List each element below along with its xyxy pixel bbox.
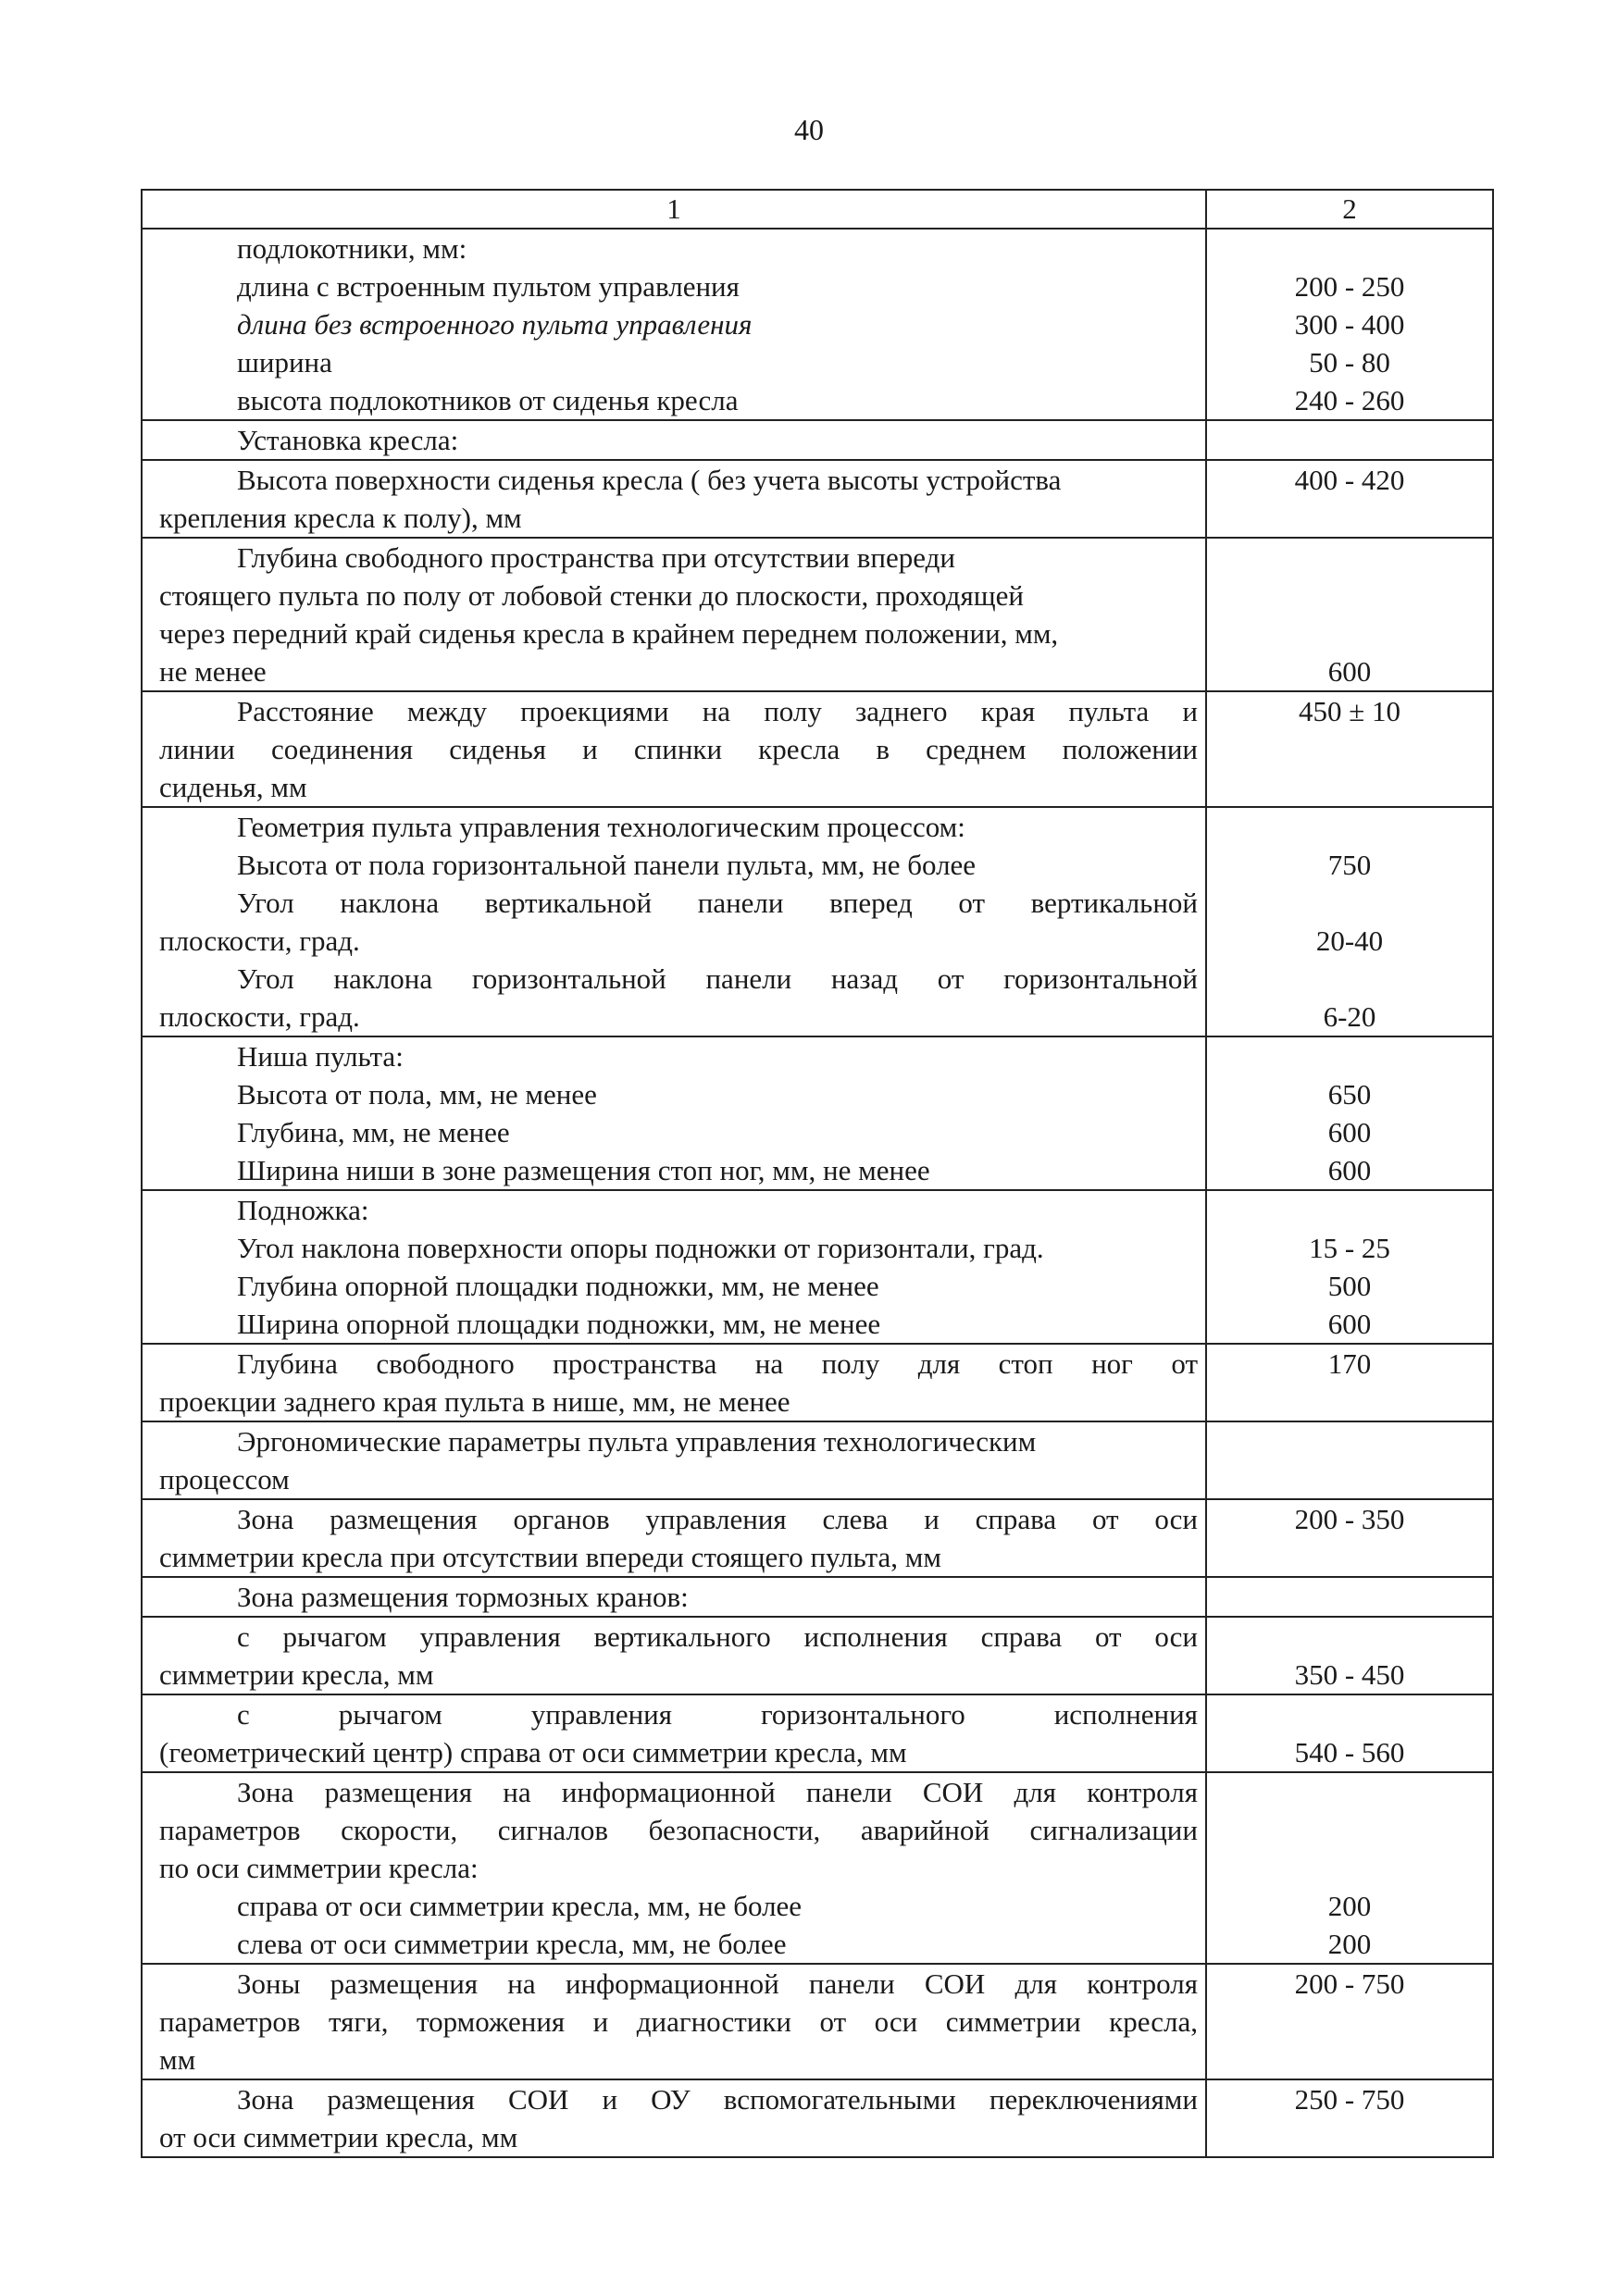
cell-line: плоскости, град.: [159, 925, 360, 957]
cell-line: слева от оси симметрии кресла, мм, не более: [237, 1928, 787, 1960]
cell-line: длина с встроенным пультом управления: [237, 270, 740, 303]
cell-value: 600: [1327, 655, 1372, 688]
table-row: [142, 2079, 1493, 2157]
value-cell: [1206, 1190, 1493, 1344]
parameter-cell: [142, 1964, 1206, 2079]
cell-line: сиденья, мм: [159, 771, 307, 803]
cell-value: [1207, 1037, 1492, 1075]
cell-value: 600: [1327, 1116, 1372, 1148]
table-row: [142, 538, 1493, 691]
cell-line: Эргономические параметры пульта управления технологическим: [237, 1425, 1037, 1458]
cell-line: плоскости, град.: [159, 1000, 360, 1033]
cell-value: [1207, 1773, 1492, 1811]
table-row: [142, 1964, 1493, 2079]
cell-value: [1207, 884, 1492, 922]
cell-value: [1207, 2041, 1492, 2079]
cell-line: Зоны размещения на информационной панели СОИ для контроля: [237, 1967, 1198, 2000]
cell-line: Расстояние между проекциями на полу заднего края пульта и: [237, 695, 1198, 727]
cell-value: 600: [1327, 1308, 1372, 1340]
parameter-cell: [142, 807, 1206, 1036]
table-row: [142, 1772, 1493, 1964]
cell-line: параметров тяги, торможения и диагностики от оси симметрии кресла,: [159, 2005, 1198, 2038]
parameter-cell: [142, 1772, 1206, 1964]
cell-line: Ширина опорной площадки подножки, мм, не менее: [237, 1308, 881, 1340]
cell-value: [1207, 539, 1492, 577]
cell-value: [1207, 1538, 1492, 1576]
parameter-cell: [142, 420, 1206, 460]
table-row: [142, 229, 1493, 420]
value-cell: [1206, 2079, 1493, 2157]
cell-line: Зона размещения на информационной панели СОИ для контроля: [237, 1776, 1198, 1808]
cell-line: крепления кресла к полу), мм: [159, 502, 522, 534]
cell-line: Глубина свободного пространства при отсутствии впереди: [237, 541, 955, 574]
cell-value: [1207, 614, 1492, 652]
cell-line: с рычагом управления вертикального исполнения справа от оси: [237, 1620, 1198, 1653]
cell-value: 400 - 420: [1294, 464, 1405, 496]
cell-line: Угол наклона горизонтальной панели назад от горизонтальной: [237, 962, 1198, 995]
cell-line: Угол наклона вертикальной панели вперед от вертикальной: [237, 887, 1198, 919]
cell-value: [1207, 2003, 1492, 2041]
value-cell: [1206, 1694, 1493, 1772]
parameter-cell: [142, 691, 1206, 807]
value-cell: [1206, 1036, 1493, 1190]
cell-value: 750: [1327, 849, 1372, 881]
value-cell: [1206, 1421, 1493, 1499]
parameter-cell: [142, 1344, 1206, 1421]
cell-value: 300 - 400: [1294, 308, 1405, 341]
cell-value: [1207, 730, 1492, 768]
cell-line: Установка кресла:: [237, 424, 459, 456]
parameter-cell: [142, 1421, 1206, 1499]
cell-value: [1207, 960, 1492, 998]
cell-line: Высота поверхности сиденья кресла ( без учета высоты устройства: [237, 464, 1062, 496]
cell-line: не менее: [159, 655, 267, 688]
cell-value: [1207, 1383, 1492, 1421]
parameter-cell: [142, 1617, 1206, 1694]
parameter-cell: [142, 460, 1206, 538]
cell-line: симметрии кресла, мм: [159, 1658, 434, 1691]
cell-value: 6-20: [1323, 1000, 1376, 1033]
cell-line: Зона размещения тормозных кранов:: [237, 1581, 689, 1613]
table-header-row: [142, 190, 1493, 229]
cell-value: 15 - 25: [1309, 1232, 1390, 1264]
table-row: [142, 1036, 1493, 1190]
value-cell: [1206, 1499, 1493, 1577]
cell-line: подлокотники, мм:: [237, 232, 467, 265]
cell-value: 200 - 750: [1294, 1967, 1405, 2000]
value-cell: [1206, 691, 1493, 807]
cell-line: Глубина свободного пространства на полу для стоп ног от: [237, 1347, 1198, 1380]
cell-line: от оси симметрии кресла, мм: [159, 2121, 518, 2153]
cell-value: 200 - 350: [1294, 1503, 1405, 1535]
cell-line: Ниша пульта:: [237, 1040, 404, 1073]
value-cell: [1206, 538, 1493, 691]
table-row: [142, 1499, 1493, 1577]
table-row: [142, 1577, 1493, 1617]
cell-line: (геометрический центр) справа от оси симметрии кресла, мм: [159, 1736, 907, 1769]
cell-value: [1207, 1849, 1492, 1887]
cell-value: [1207, 1618, 1492, 1656]
value-cell: [1206, 1617, 1493, 1694]
cell-value: 250 - 750: [1294, 2083, 1405, 2116]
cell-line: Высота от пола, мм, не менее: [237, 1078, 597, 1111]
cell-value: [1207, 1460, 1492, 1498]
cell-value: 20-40: [1315, 925, 1384, 957]
parameter-cell: [142, 2079, 1206, 2157]
column-2-header: 2: [1206, 190, 1493, 229]
table-row: [142, 1694, 1493, 1772]
cell-value: 200: [1327, 1928, 1372, 1960]
cell-value: 170: [1327, 1347, 1372, 1380]
parameter-cell: [142, 1499, 1206, 1577]
cell-line: Зона размещения СОИ и ОУ вспомогательными переключениями: [237, 2083, 1198, 2116]
value-cell: [1206, 420, 1493, 460]
cell-value: 650: [1327, 1078, 1372, 1111]
cell-line: Глубина, мм, не менее: [237, 1116, 510, 1148]
cell-value: 450 ± 10: [1298, 695, 1400, 727]
cell-value: [1207, 1811, 1492, 1849]
value-cell: [1206, 1964, 1493, 2079]
cell-line: Геометрия пульта управления технологическим процессом:: [237, 811, 965, 843]
table-row: [142, 1617, 1493, 1694]
cell-line: длина без встроенного пульта управления: [237, 308, 753, 341]
table-row: [142, 420, 1493, 460]
column-1-header: 1: [142, 190, 1206, 229]
cell-line: Подножка:: [237, 1194, 369, 1226]
cell-line: через передний край сиденья кресла в крайнем переднем положении, мм,: [159, 617, 1059, 650]
table-row: [142, 691, 1493, 807]
cell-line: Глубина опорной площадки подножки, мм, не менее: [237, 1270, 879, 1302]
cell-value: [1207, 499, 1492, 537]
cell-line: с рычагом управления горизонтального исполнения: [237, 1698, 1198, 1731]
cell-line: Зона размещения органов управления слева и справа от оси: [237, 1503, 1198, 1535]
value-cell: [1206, 807, 1493, 1036]
cell-value: [1207, 1578, 1492, 1616]
parameter-cell: [142, 1190, 1206, 1344]
cell-line: стоящего пульта по полу от лобовой стенки до плоскости, проходящей: [159, 579, 1024, 612]
cell-value: 500: [1327, 1270, 1372, 1302]
parameters-table: [141, 189, 1494, 2158]
cell-line: Ширина ниши в зоне размещения стоп ног, мм, не менее: [237, 1154, 930, 1186]
value-cell: [1206, 1577, 1493, 1617]
table-row: [142, 1421, 1493, 1499]
cell-line: линии соединения сиденья и спинки кресла в среднем положении: [159, 733, 1198, 765]
cell-value: [1207, 1191, 1492, 1229]
cell-value: [1207, 577, 1492, 614]
cell-value: [1207, 808, 1492, 846]
table-row: [142, 1190, 1493, 1344]
parameter-cell: [142, 1036, 1206, 1190]
value-cell: [1206, 229, 1493, 420]
cell-line: проекции заднего края пульта в нише, мм, не менее: [159, 1385, 790, 1418]
cell-line: параметров скорости, сигналов безопасности, аварийной сигнализации: [159, 1814, 1198, 1846]
cell-value: 200: [1327, 1890, 1372, 1922]
table-row: [142, 460, 1493, 538]
cell-line: высота подлокотников от сиденья кресла: [237, 384, 739, 416]
cell-value: 540 - 560: [1294, 1736, 1405, 1769]
cell-line: процессом: [159, 1463, 290, 1496]
cell-value: 240 - 260: [1294, 384, 1405, 416]
cell-value: [1207, 1695, 1492, 1733]
page-number: 40: [794, 113, 824, 146]
cell-value: 350 - 450: [1294, 1658, 1405, 1691]
parameter-cell: [142, 229, 1206, 420]
table-row: [142, 1344, 1493, 1421]
table-row: [142, 807, 1493, 1036]
cell-value: [1207, 421, 1492, 459]
value-cell: [1206, 460, 1493, 538]
cell-line: справа от оси симметрии кресла, мм, не более: [237, 1890, 803, 1922]
cell-value: [1207, 1422, 1492, 1460]
cell-line: ширина: [237, 346, 332, 379]
cell-value: 200 - 250: [1294, 270, 1405, 303]
cell-value: [1207, 768, 1492, 806]
cell-line: Высота от пола горизонтальной панели пульта, мм, не более: [237, 849, 977, 881]
parameter-cell: [142, 1577, 1206, 1617]
cell-value: [1207, 2118, 1492, 2156]
cell-value: [1207, 230, 1492, 267]
value-cell: [1206, 1344, 1493, 1421]
parameter-cell: [142, 538, 1206, 691]
parameter-cell: [142, 1694, 1206, 1772]
cell-value: 600: [1327, 1154, 1372, 1186]
cell-line: мм: [159, 2043, 196, 2076]
cell-line: по оси симметрии кресла:: [159, 1852, 479, 1884]
cell-line: симметрии кресла при отсутствии впереди стоящего пульта, мм: [159, 1541, 942, 1573]
cell-line: Угол наклона поверхности опоры подножки от горизонтали, град.: [237, 1232, 1044, 1264]
value-cell: [1206, 1772, 1493, 1964]
cell-value: 50 - 80: [1309, 346, 1390, 379]
